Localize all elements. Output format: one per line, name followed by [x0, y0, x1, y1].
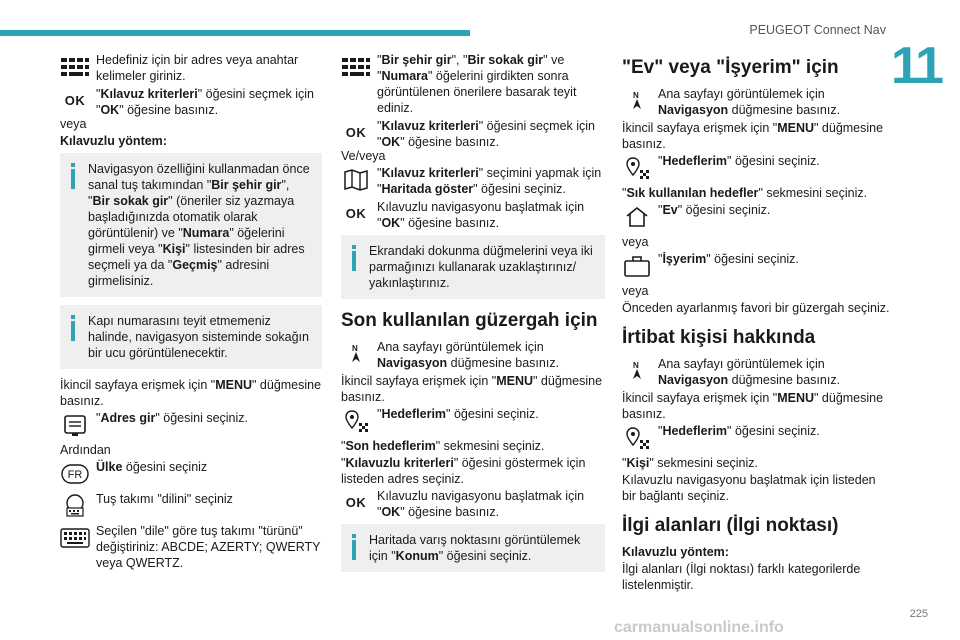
navigation-icon	[622, 88, 652, 114]
keyboard-type-icon	[60, 525, 90, 551]
ok-icon: OK	[64, 93, 86, 108]
or-text: veya	[622, 235, 649, 249]
ok-step: OK "Kılavuz kriterleri" öğesini seçmek için "OK" öğesine basınız.	[341, 118, 605, 150]
my-destinations-step-2: "Hedeflerim" öğesini seçiniz.	[622, 423, 892, 453]
favorites-tab-text: "Sık kullanılan hedefler" sekmesini seçiniz.	[622, 186, 868, 200]
info-box-door-number: Kapı numarasını teyit etmemeniz halinde, navigasyon sisteminde sokağın bir ucu görüntülenecektir.	[60, 305, 322, 369]
svg-text:N: N	[633, 361, 639, 370]
select-address-text: "Kılavuzlu kriterleri" öğesini göstermek için listeden adres seçiniz.	[341, 456, 586, 486]
keyboard-step	[60, 52, 322, 84]
navigation-button-step: N Ana sayfayı görüntülemek için Navigasyon düğmesine basınız.	[622, 86, 892, 118]
guidance-heading: Kılavuzlu yöntem:	[60, 134, 167, 148]
keyboard-icon	[341, 54, 371, 80]
info-icon	[68, 315, 78, 341]
watermark: carmanualsonline.info	[614, 619, 784, 636]
navigation-button-step-2: N Ana sayfayı görüntülemek için Navigasyon düğmesine basınız.	[622, 356, 892, 388]
or-text: veya	[60, 117, 87, 131]
enter-address-step: "Adres gir" öğesini seçiniz.	[60, 410, 322, 440]
menu-instruction: İkincil sayfaya erişmek için "MENU" düğmesine basınız.	[341, 374, 603, 404]
keyboard-type-step: Seçilen "dile" göre tuş takımı "türünü" değiştiriniz: ABCDE; AZERTY; QWERTY veya QWERTZ.	[60, 523, 322, 571]
or-text-2: veya	[622, 284, 649, 298]
chapter-number: 11	[891, 37, 942, 95]
keyboard-language-icon	[60, 493, 90, 519]
column-2	[341, 52, 605, 580]
address-book-icon	[60, 412, 90, 438]
map-icon	[341, 167, 371, 193]
my-destinations-step: "Hedeflerim" öğesini seçiniz.	[341, 406, 605, 436]
start-guidance-step: OK Kılavuzlu navigasyonu başlatmak için "OK" öğesine basınız.	[341, 199, 605, 231]
briefcase-icon	[622, 253, 652, 279]
navigation-icon	[622, 358, 652, 384]
info-icon	[349, 245, 359, 271]
start-guidance-step-2: OK Kılavuzlu navigasyonu başlatmak için "OK" öğesine basınız.	[341, 488, 605, 520]
ok-icon: OK	[345, 125, 367, 140]
info-box-location: Haritada varış noktasını görüntülemek için "Konum" öğesini seçiniz.	[341, 524, 605, 572]
info-box-input: Navigasyon özelliğini kullanmadan önce sanal tuş takımından "Bir şehir gir", "Bir sokak gir" (öneriler siz yazmaya başladığınızda otomatik olarak görüntülenir) ve "Numara" öğelerini girmeli veya "Kişi" listesinden bir adres seçmeli ya da "Geçmiş" adresini girmelisiniz.	[60, 153, 322, 297]
section-heading-poi: İlgi alanları (İlgi noktası)	[622, 515, 839, 536]
navigation-icon	[341, 341, 371, 367]
menu-instruction: İkincil sayfaya erişmek için "MENU" düğmesine basınız.	[622, 121, 884, 151]
svg-text:N: N	[633, 91, 639, 100]
home-icon	[622, 204, 652, 230]
page-number: 225	[909, 608, 928, 620]
work-step: "İşyerim" öğesini seçiniz.	[622, 251, 892, 281]
contact-tab-text: "Kişi" sekmesini seçiniz.	[622, 456, 759, 470]
header-title: PEUGEOT Connect Nav	[749, 23, 886, 37]
keyboard-step-text: Hedefiniz için bir adres veya anahtar kelimeler giriniz.	[96, 53, 299, 83]
section-heading-home-work: "Ev" veya "İşyerim" için	[622, 57, 839, 78]
svg-text:N: N	[352, 344, 358, 353]
then-text: Ardından	[60, 443, 111, 457]
column-3	[622, 52, 892, 594]
my-destinations-step: "Hedeflerim" öğesini seçiniz.	[622, 153, 892, 183]
destination-pin-icon	[622, 155, 652, 181]
contact-guidance-text: Kılavuzlu navigasyonu başlatmak için listeden bir bağlantı seçiniz.	[622, 473, 876, 503]
info-box-zoom: Ekrandaki dokunma düğmelerini veya iki parmağınızı kullanarak uzaklaştırınız/ yakınlaştırınız.	[341, 235, 605, 299]
and-or-text: Ve/veya	[341, 149, 386, 163]
menu-instruction: İkincil sayfaya erişmek için "MENU" düğmesine basınız.	[60, 378, 322, 408]
section-heading-contact: İrtibat kişisi hakkında	[622, 327, 816, 348]
section-heading-recent-route: Son kullanılan güzergah için	[341, 310, 598, 331]
column-1	[60, 52, 322, 573]
ok-step: OK "Kılavuz kriterleri" öğesini seçmek için "OK" öğesine basınız.	[60, 86, 322, 118]
keyboard-icon	[60, 54, 90, 80]
favorite-route-text: Önceden ayarlanmış favori bir güzergah seçiniz.	[622, 301, 890, 315]
ok-icon: OK	[345, 495, 367, 510]
header-accent-bar	[0, 30, 470, 36]
navigation-button-step: N Ana sayfayı görüntülemek için Navigasyon düğmesine basınız.	[341, 339, 605, 371]
guidance-heading: Kılavuzlu yöntem:	[622, 545, 729, 559]
show-on-map-step: "Kılavuz kriterleri" seçimini yapmak için "Haritada göster" öğesini seçiniz.	[341, 165, 605, 197]
info-icon	[68, 163, 78, 189]
home-step: "Ev" öğesini seçiniz.	[622, 202, 892, 232]
country-step: FR Ülke öğesini seçiniz	[60, 459, 322, 489]
recent-destinations-tab-text: "Son hedeflerim" sekmesini seçiniz.	[341, 439, 545, 453]
destination-pin-icon	[341, 408, 371, 434]
info-icon	[349, 534, 359, 560]
destination-pin-icon	[622, 425, 652, 451]
ok-icon: OK	[345, 206, 367, 221]
menu-instruction-2: İkincil sayfaya erişmek için "MENU" düğmesine basınız.	[622, 391, 884, 421]
svg-text:FR: FR	[67, 469, 83, 481]
poi-text: İlgi alanları (İlgi noktası) farklı kategorilerde listelenmiştir.	[622, 562, 861, 592]
country-fr-icon	[60, 461, 90, 487]
keyboard-language-step: Tuş takımı "dilini" seçiniz	[60, 491, 322, 521]
enter-city-step: "Bir şehir gir", "Bir sokak gir" ve "Numara" öğelerini girdikten sonra görüntülenen önerilere basarak teyit ediniz.	[341, 52, 605, 116]
